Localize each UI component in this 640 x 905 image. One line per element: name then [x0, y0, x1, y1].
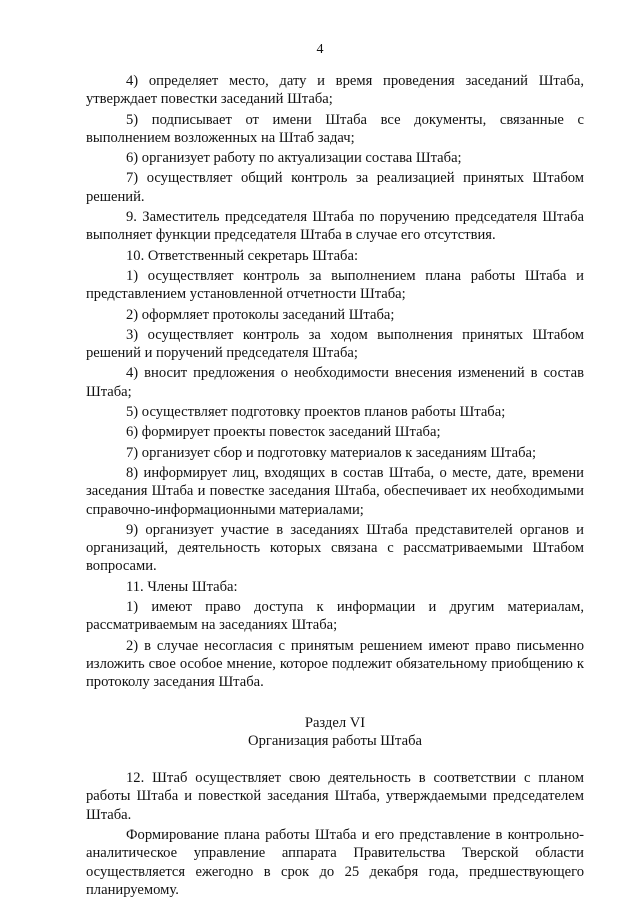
paragraphs-after-section	[86, 769, 584, 899]
paragraph: 11. Члены Штаба:	[126, 578, 238, 595]
paragraph: 1) имеют право доступа к информации и другим материалам, рассматриваемым на заседаниях Штаба;	[86, 599, 584, 634]
paragraph: 4) определяет место, дату и время проведения заседаний Штаба, утверждает повестки заседаний Штаба;	[86, 73, 584, 108]
paragraph: 5) подписывает от имени Штаба все документы, связанные с выполнением возложенных на Штаб задач;	[86, 111, 584, 146]
paragraph: 7) организует сбор и подготовку материалов к заседаниям Штаба;	[126, 444, 537, 461]
paragraph: Формирование плана работы Штаба и его представление в контрольно-аналитическое управление аппарата Правительства Тверской области осуществляется ежегодно в срок до 25 декабря года, предшествующего планируемому.	[86, 826, 584, 898]
paragraph: 7) осуществляет общий контроль за реализацией принятых Штабом решений.	[86, 170, 584, 205]
paragraph: 9. Заместитель председателя Штаба по поручению председателя Штаба выполняет функции председателя Штаба в случае его отсутствия.	[86, 209, 584, 244]
paragraph: 8) информирует лиц, входящих в состав Штаба, о месте, дате, времени заседания Штаба и повестке заседания Штаба, обеспечивает их необходимыми справочно-информационными материалами;	[86, 464, 584, 518]
paragraph: 3) осуществляет контроль за ходом выполнения принятых Штабом решений и поручений председателя Штаба;	[86, 326, 584, 362]
paragraph: 2) в случае несогласия с принятым решением имеют право письменно изложить свое особое мнение, которое подлежит обязательному приобщению к протоколу заседания Штаба.	[86, 637, 584, 691]
paragraph: 6) формирует проекты повесток заседаний Штаба;	[126, 424, 441, 441]
paragraph: 2) оформляет протоколы заседаний Штаба;	[126, 306, 395, 323]
paragraph: 12. Штаб осуществляет свою деятельность в соответствии с планом работы Штаба и повесткой заседания Штаба, утверждаемыми председателем Штаба.	[86, 770, 584, 823]
paragraph: 9) организует участие в заседаниях Штаба представителей органов и организаций, деятельность которых связана с рассматриваемыми Штабом вопросами.	[86, 521, 584, 575]
paragraphs-before-section	[86, 72, 584, 692]
paragraph: 4) вносит предложения о необходимости внесения изменений в состав Штаба;	[86, 365, 584, 400]
paragraph: 10. Ответственный секретарь Штаба:	[126, 247, 359, 264]
paragraph: 5) осуществляет подготовку проектов планов работы Штаба;	[126, 404, 506, 421]
section-title: Организация работы Штаба	[248, 732, 422, 749]
paragraph: 1) осуществляет контроль за выполнением плана работы Штаба и представлением установленной отчетности Штаба;	[86, 267, 584, 303]
paragraph: 6) организует работу по актуализации состава Штаба;	[126, 150, 462, 167]
page-number: 4	[316, 42, 324, 57]
document-body	[86, 72, 584, 901]
section-number: Раздел VI	[304, 714, 366, 731]
